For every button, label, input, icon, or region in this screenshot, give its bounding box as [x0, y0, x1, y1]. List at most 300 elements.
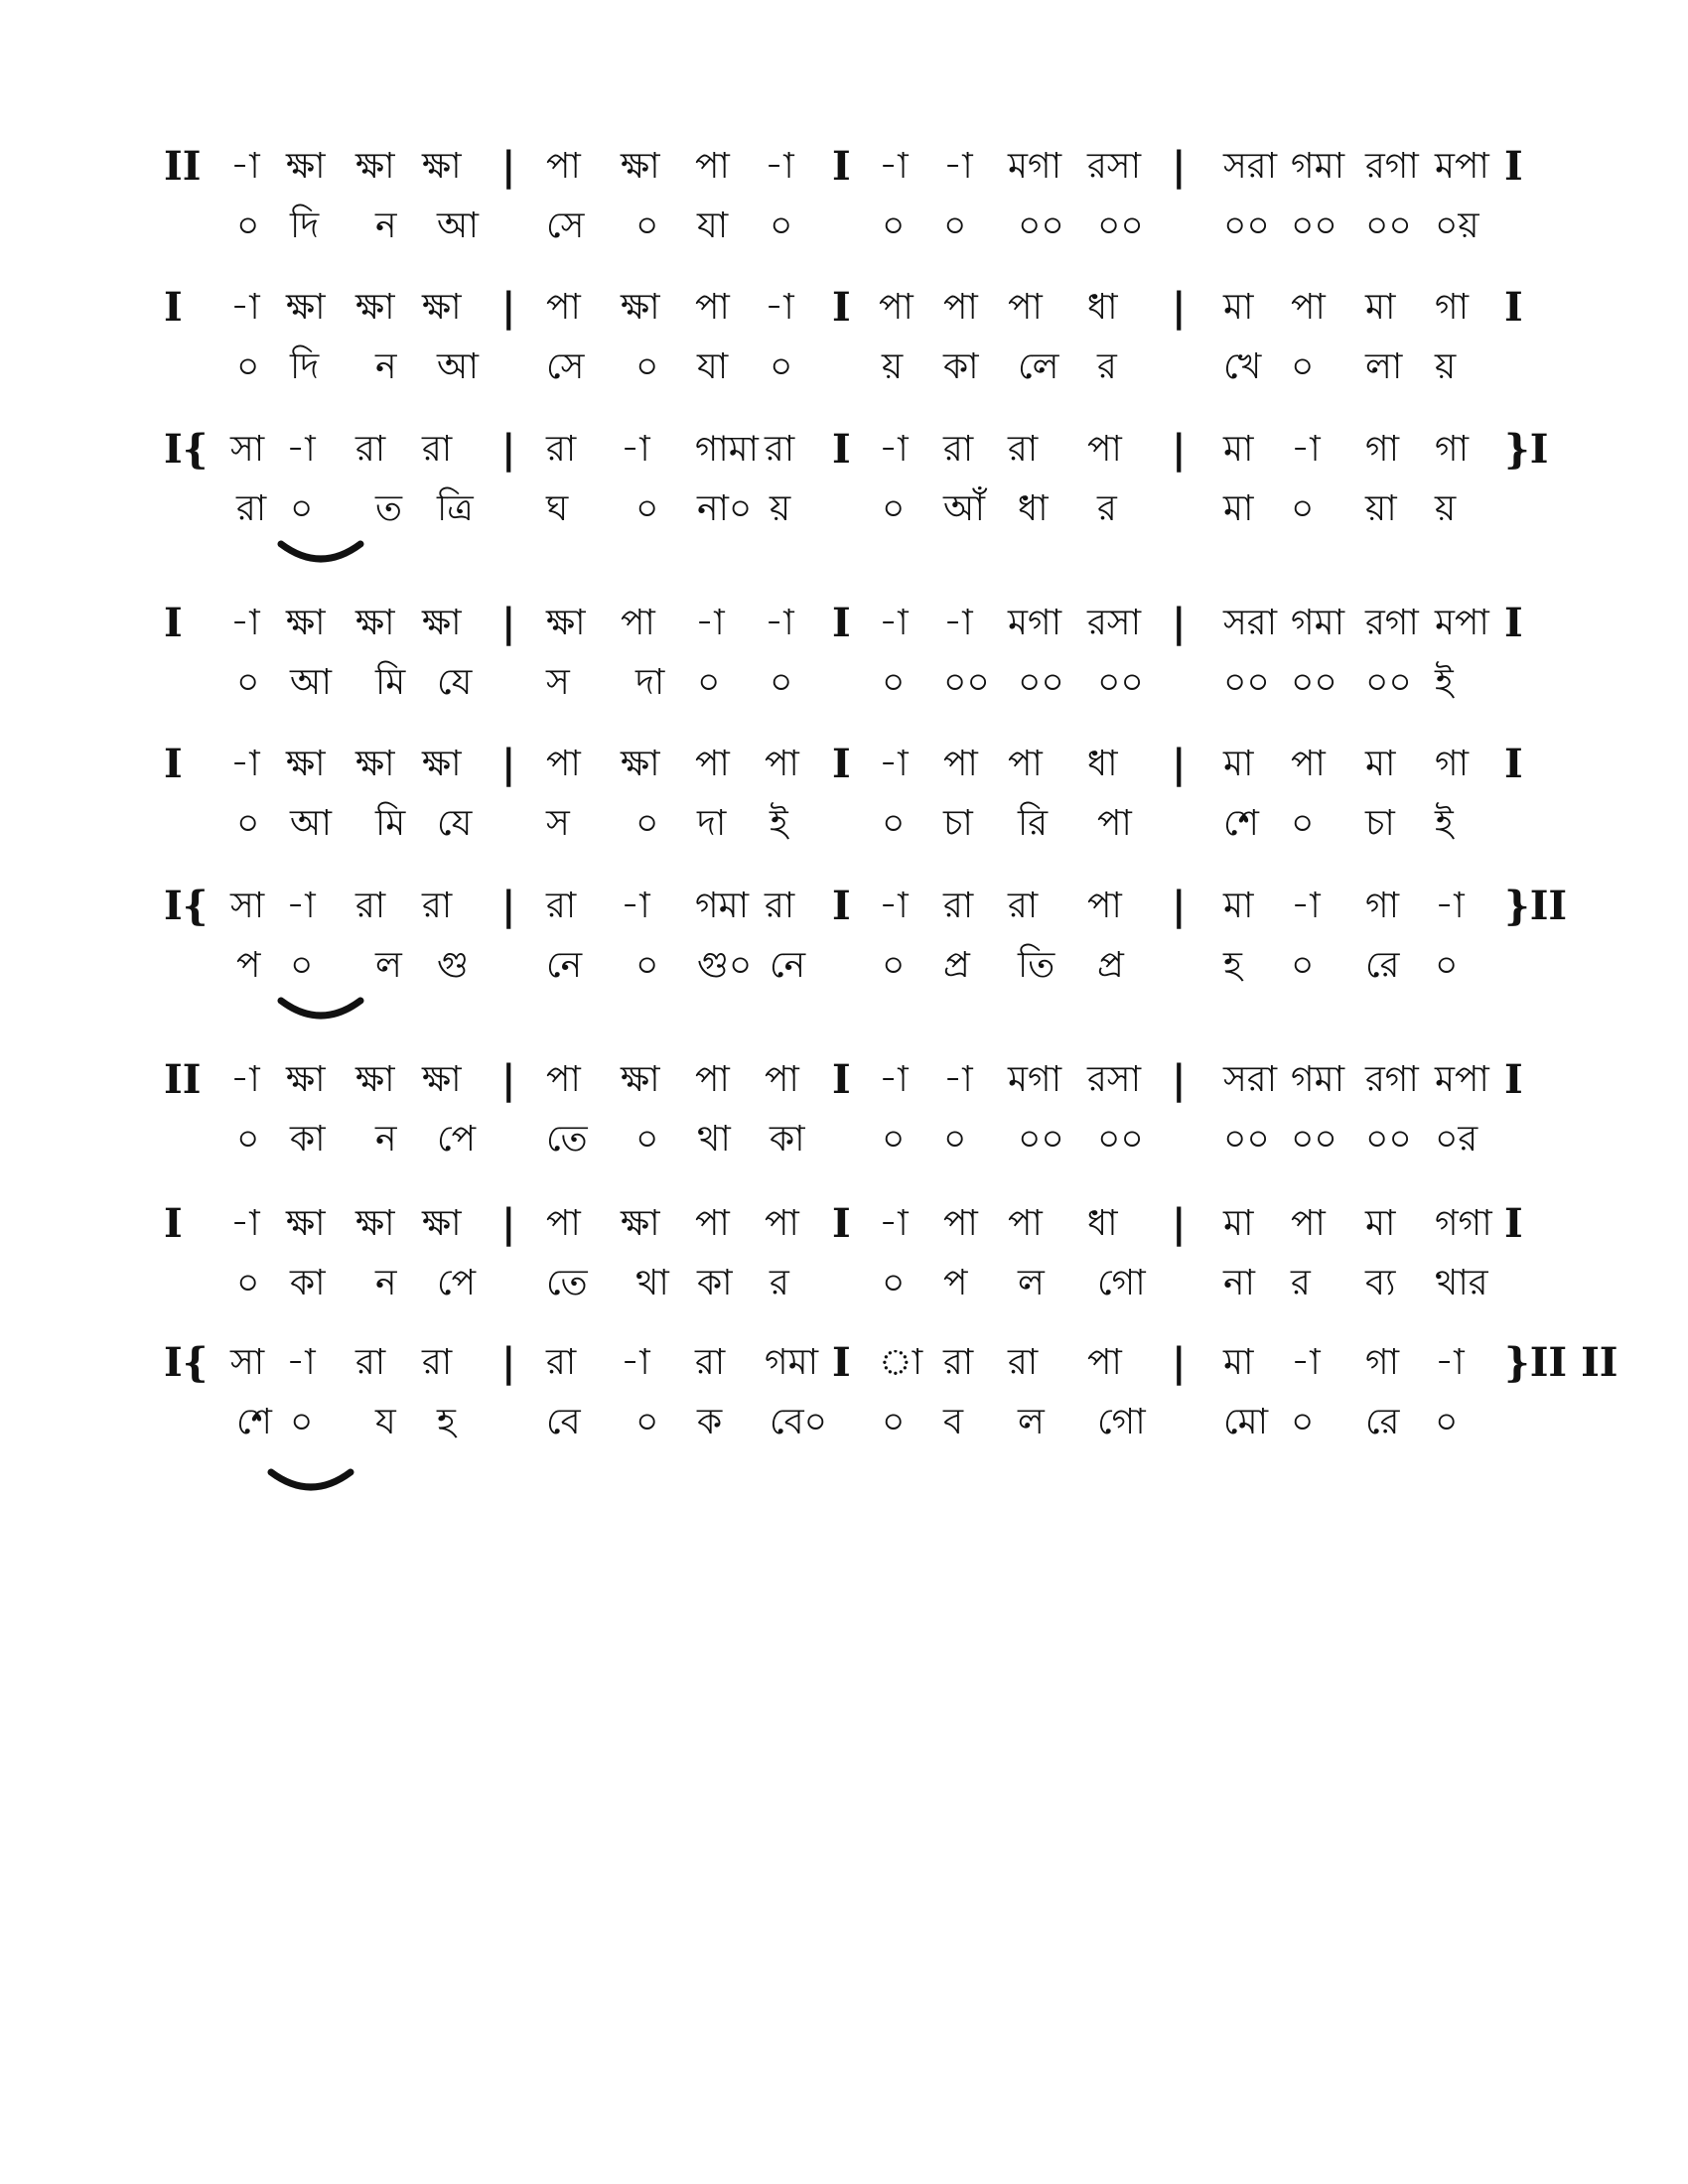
lyric-syllable: ০ [236, 803, 260, 844]
notes-row [0, 1196, 1688, 1252]
note: ক্ষা [355, 603, 395, 643]
lyric-syllable: য় [770, 488, 791, 529]
lyric-syllable: য়া [1365, 488, 1397, 529]
notation-block [0, 1335, 1688, 1474]
note: সা [230, 1342, 265, 1383]
note: -া [1435, 1342, 1465, 1383]
note: মা [1223, 1203, 1254, 1244]
note: রা [546, 429, 577, 470]
notation-block [0, 737, 1688, 876]
note: ক্ষা [422, 287, 462, 328]
note: রসা [1087, 1059, 1142, 1100]
lyric-syllable: ০ [635, 1119, 659, 1160]
lyric-syllable: ধা [1018, 488, 1049, 529]
lyric-syllable: কা [770, 1119, 805, 1160]
bar-line: | [501, 1339, 516, 1386]
lyric-syllable: ০০ [1365, 662, 1412, 703]
lyrics-row [0, 199, 1688, 254]
lyric-syllable: ল [375, 945, 402, 986]
lyric-syllable: স [546, 803, 570, 844]
lyric-syllable: র [1097, 346, 1117, 387]
note: -া [230, 146, 260, 187]
note: ক্ষা [286, 146, 326, 187]
note: রা [546, 886, 577, 926]
lyric-syllable: ০০ [1291, 205, 1337, 246]
note: রা [1008, 886, 1039, 926]
note: পা [1008, 744, 1043, 784]
lyric-syllable: র [770, 1263, 789, 1303]
lyric-syllable: থার [1435, 1263, 1488, 1303]
lyric-syllable: লা [1365, 346, 1403, 387]
lyric-syllable: তে [546, 1119, 588, 1160]
lyric-syllable: দি [290, 346, 320, 387]
lyric-syllable: ০০ [1223, 662, 1270, 703]
note: মপা [1435, 603, 1489, 643]
notes-row [0, 422, 1688, 478]
lyric-syllable: ০০ [943, 662, 990, 703]
note: মা [1223, 886, 1254, 926]
lyric-syllable: ০ [1291, 803, 1315, 844]
note: পা [943, 1203, 978, 1244]
lyrics-row [0, 938, 1688, 994]
lyric-syllable: ই [770, 803, 788, 844]
note: রা [1008, 1342, 1039, 1383]
note: -া [286, 886, 316, 926]
bar-line: | [501, 143, 516, 190]
note: -া [695, 603, 725, 643]
bar-line: | [501, 426, 516, 473]
lyrics-row [0, 1112, 1688, 1167]
note: পা [1291, 744, 1326, 784]
lyric-syllable: ই [1435, 803, 1454, 844]
lyric-syllable: সে [546, 205, 585, 246]
lyric-syllable: ০ [635, 803, 659, 844]
lyric-syllable: ০র [1435, 1119, 1478, 1160]
lyric-syllable: ০ [943, 205, 967, 246]
lyric-syllable: বে০ [770, 1402, 828, 1442]
notation-block [0, 422, 1688, 561]
lyric-syllable: মা [1223, 488, 1254, 529]
lyric-syllable: না [1223, 1263, 1255, 1303]
note: -া [879, 429, 909, 470]
bar-line: | [1172, 600, 1187, 646]
bar-line: I [164, 1200, 183, 1247]
lyric-syllable: ০ [882, 945, 906, 986]
bar-line: I [164, 600, 183, 646]
lyric-syllable: ০ [882, 803, 906, 844]
note: মা [1223, 287, 1254, 328]
bar-line: I [832, 143, 851, 190]
lyrics-row [0, 1256, 1688, 1311]
lyric-syllable: ঘ [546, 488, 569, 529]
note: ক্ষা [355, 1059, 395, 1100]
lyric-syllable: ০ [1291, 488, 1315, 529]
note: -া [765, 146, 794, 187]
note: ক্ষা [422, 744, 462, 784]
lyric-syllable: পে [437, 1119, 477, 1160]
lyric-syllable: গো [1097, 1402, 1146, 1442]
lyric-syllable: ০ [770, 662, 793, 703]
lyric-syllable: ত [375, 488, 403, 529]
lyric-syllable: র [1097, 488, 1117, 529]
lyric-syllable: য় [1435, 488, 1457, 529]
bar-line: I{ [164, 1339, 209, 1386]
notation-block [0, 139, 1688, 278]
lyric-syllable: ০ [290, 1402, 314, 1442]
note: -া [879, 1203, 909, 1244]
lyric-syllable: আ [290, 803, 332, 844]
lyric-syllable: ০ [882, 1119, 906, 1160]
note: ক্ষা [546, 603, 586, 643]
note: -া [621, 1342, 650, 1383]
bar-line: | [501, 883, 516, 929]
note: মগা [1008, 146, 1062, 187]
note: পা [765, 1059, 799, 1100]
note: পা [695, 744, 730, 784]
lyric-syllable: আ [437, 346, 479, 387]
lyric-syllable: গু [437, 945, 469, 986]
note: মা [1223, 429, 1254, 470]
bar-line: | [1172, 883, 1187, 929]
note: ক্ষা [621, 287, 660, 328]
lyric-syllable: ০ [236, 1119, 260, 1160]
bar-line: I [164, 284, 183, 331]
lyric-syllable: পে [437, 1263, 477, 1303]
note: পা [546, 146, 581, 187]
lyric-syllable: প [943, 1263, 968, 1303]
note: রসা [1087, 603, 1142, 643]
note: গা [1365, 1342, 1400, 1383]
lyric-syllable: ০০ [1018, 662, 1064, 703]
lyric-syllable: প্র [943, 945, 970, 986]
lyric-syllable: ০ [882, 662, 906, 703]
note: -া [765, 603, 794, 643]
bar-line: | [501, 284, 516, 331]
note: গমা [695, 886, 750, 926]
notes-row [0, 1335, 1688, 1391]
lyric-syllable: ০ [1291, 945, 1315, 986]
lyric-syllable: ন [375, 205, 397, 246]
bar-line: I [164, 741, 183, 787]
lyric-syllable: ০ [1435, 1402, 1459, 1442]
lyric-syllable: ০ [882, 1263, 906, 1303]
note: ক্ষা [355, 1203, 395, 1244]
lyric-syllable: ০ [236, 346, 260, 387]
note: পা [1087, 429, 1122, 470]
lyric-syllable: থা [635, 1263, 669, 1303]
note: -া [230, 744, 260, 784]
lyric-syllable: না০ [697, 488, 753, 529]
lyric-syllable: ০০ [1097, 662, 1144, 703]
note: ক্ষা [621, 1059, 660, 1100]
lyric-syllable: ০ [236, 662, 260, 703]
note: রগা [1365, 603, 1419, 643]
bar-line: | [501, 1200, 516, 1247]
note: পা [695, 1203, 730, 1244]
note: রগা [1365, 146, 1419, 187]
note: -া [879, 603, 909, 643]
bar-line: | [1172, 143, 1187, 190]
bar-line: I [1504, 284, 1523, 331]
lyric-syllable: ০০ [1223, 1119, 1270, 1160]
note: রসা [1087, 146, 1142, 187]
lyric-syllable: ০ [290, 488, 314, 529]
note: া [879, 1342, 923, 1383]
lyric-syllable: প্র [1097, 945, 1124, 986]
note: গা [1365, 429, 1400, 470]
note: পা [1087, 886, 1122, 926]
lyric-syllable: য় [1435, 346, 1457, 387]
lyric-syllable: বে [546, 1402, 581, 1442]
lyric-syllable: কা [943, 346, 979, 387]
notes-row [0, 139, 1688, 195]
note: -া [879, 744, 909, 784]
note: -া [879, 146, 909, 187]
lyric-syllable: র [1291, 1263, 1311, 1303]
lyric-syllable: ০ [1435, 945, 1459, 986]
lyric-syllable: ০ [1291, 1402, 1315, 1442]
lyric-syllable: যে [437, 803, 473, 844]
bar-line: I [832, 426, 851, 473]
lyric-syllable: ব [943, 1402, 964, 1442]
lyric-syllable: ০ [943, 1119, 967, 1160]
note: -া [1435, 886, 1465, 926]
lyric-syllable: গু০ [697, 945, 753, 986]
lyric-syllable: ন [375, 346, 397, 387]
note: ক্ষা [355, 287, 395, 328]
lyric-syllable: চা [943, 803, 973, 844]
note: -া [230, 287, 260, 328]
note: পা [765, 1203, 799, 1244]
bar-line: | [1172, 284, 1187, 331]
lyric-syllable: লে [1018, 346, 1059, 387]
note: গামা [695, 429, 759, 470]
lyric-syllable: তি [1018, 945, 1055, 986]
bar-line: I [832, 883, 851, 929]
lyrics-row [0, 1395, 1688, 1450]
note: পা [695, 1059, 730, 1100]
note: -া [879, 886, 909, 926]
lyrics-row [0, 481, 1688, 537]
bar-line: I [832, 741, 851, 787]
note: গমা [1291, 603, 1345, 643]
note: -া [230, 603, 260, 643]
lyric-syllable: দা [635, 662, 665, 703]
notation-block [0, 596, 1688, 735]
bar-line: II [164, 1056, 202, 1103]
bar-line: I [832, 1056, 851, 1103]
lyric-syllable: মি [375, 803, 406, 844]
note: রা [765, 886, 795, 926]
lyric-syllable: ০ [635, 205, 659, 246]
note: গা [1365, 886, 1400, 926]
note: রা [1008, 429, 1039, 470]
note: সা [230, 886, 265, 926]
bar-line: I [832, 1200, 851, 1247]
lyric-syllable: ০ [697, 662, 721, 703]
lyric-syllable: নে [546, 945, 583, 986]
note: ধা [1087, 1203, 1118, 1244]
bar-line: I [1504, 143, 1523, 190]
notation-block [0, 1196, 1688, 1335]
lyric-syllable: ন [375, 1119, 397, 1160]
lyric-syllable: ০০ [1223, 205, 1270, 246]
note: মগা [1008, 603, 1062, 643]
lyric-syllable: আ [290, 662, 332, 703]
lyric-syllable: ল [1018, 1402, 1045, 1442]
note: পা [1008, 287, 1043, 328]
lyric-syllable: সে [546, 346, 585, 387]
note: পা [546, 744, 581, 784]
note: মপা [1435, 146, 1489, 187]
note: -া [943, 603, 973, 643]
bar-line: | [1172, 1056, 1187, 1103]
notes-row [0, 280, 1688, 336]
note: ক্ষা [621, 146, 660, 187]
bar-line: | [501, 741, 516, 787]
lyric-syllable: হ [1223, 945, 1242, 986]
note: রা [422, 1342, 453, 1383]
note: রা [355, 1342, 386, 1383]
lyric-syllable: হ [437, 1402, 456, 1442]
lyric-syllable: ০০ [1291, 1119, 1337, 1160]
bar-line: | [501, 600, 516, 646]
note: ক্ষা [286, 287, 326, 328]
bar-line: I [832, 600, 851, 646]
note: ক্ষা [355, 744, 395, 784]
lyric-syllable: ০ [635, 1402, 659, 1442]
note: ক্ষা [286, 603, 326, 643]
note: পা [1087, 1342, 1122, 1383]
note: -া [765, 287, 794, 328]
lyric-syllable: শে [236, 1402, 272, 1442]
note: -া [879, 1059, 909, 1100]
lyric-syllable: ০০ [1097, 1119, 1144, 1160]
lyric-syllable: যা [697, 205, 729, 246]
notation-block [0, 280, 1688, 419]
note: -া [1291, 429, 1321, 470]
note: ক্ষা [286, 744, 326, 784]
note: ক্ষা [286, 1059, 326, 1100]
note: সরা [1223, 146, 1278, 187]
lyric-syllable: চা [1365, 803, 1395, 844]
note: -া [943, 1059, 973, 1100]
note: ক্ষা [422, 1059, 462, 1100]
lyric-syllable: ০ [236, 205, 260, 246]
lyric-syllable: ০ [770, 205, 793, 246]
note: রা [355, 429, 386, 470]
lyric-syllable: রা [236, 488, 267, 529]
lyric-syllable: ০ [882, 488, 906, 529]
lyrics-row [0, 340, 1688, 395]
note: -া [943, 146, 973, 187]
lyric-syllable: ০০ [1365, 205, 1412, 246]
lyric-syllable: ব্য [1365, 1263, 1396, 1303]
note: ক্ষা [621, 744, 660, 784]
bar-line: | [1172, 1339, 1187, 1386]
note: পা [695, 146, 730, 187]
lyrics-row [0, 655, 1688, 711]
note: পা [943, 287, 978, 328]
lyric-syllable: য় [882, 346, 904, 387]
bar-line: | [501, 1056, 516, 1103]
note: মা [1223, 1342, 1254, 1383]
lyric-syllable: রে [1365, 1402, 1400, 1442]
lyric-syllable: ০ [1291, 346, 1315, 387]
lyric-syllable: ০ [770, 346, 793, 387]
note: পা [1291, 1203, 1326, 1244]
lyric-syllable: ০০ [1097, 205, 1144, 246]
note: ক্ষা [621, 1203, 660, 1244]
note: ক্ষা [422, 603, 462, 643]
note: গা [1435, 744, 1470, 784]
note: পা [943, 744, 978, 784]
lyric-syllable: ০ [882, 205, 906, 246]
note: গা [1435, 429, 1470, 470]
bar-line: I [832, 284, 851, 331]
bar-line: I [1504, 1056, 1523, 1103]
note: সরা [1223, 1059, 1278, 1100]
lyric-syllable: স [546, 662, 570, 703]
lyric-syllable: ০ [290, 945, 314, 986]
note: রা [546, 1342, 577, 1383]
note: রা [943, 886, 974, 926]
bar-line: }I [1504, 426, 1549, 473]
bar-line: I{ [164, 883, 209, 929]
lyric-syllable: ০০ [1291, 662, 1337, 703]
lyric-syllable: ল [1018, 1263, 1045, 1303]
note: মা [1365, 287, 1396, 328]
note: মপা [1435, 1059, 1489, 1100]
note: ক্ষা [422, 146, 462, 187]
note: রা [943, 1342, 974, 1383]
note: ক্ষা [422, 1203, 462, 1244]
lyric-syllable: ক [697, 1402, 723, 1442]
lyrics-row [0, 796, 1688, 852]
bar-line: II [164, 143, 202, 190]
note: পা [879, 287, 914, 328]
note: রা [355, 886, 386, 926]
lyric-syllable: মি [375, 662, 406, 703]
bar-line: I [832, 1339, 851, 1386]
lyric-syllable: ০০ [1018, 205, 1064, 246]
notes-row [0, 879, 1688, 934]
lyric-syllable: যা [697, 346, 729, 387]
note: পা [546, 287, 581, 328]
bar-line: I [1504, 600, 1523, 646]
lyric-syllable: আঁ [943, 488, 985, 529]
note: ক্ষা [286, 1203, 326, 1244]
note: রা [695, 1342, 726, 1383]
note: মা [1223, 744, 1254, 784]
lyric-syllable: ন [375, 1263, 397, 1303]
bar-line: I{ [164, 426, 209, 473]
notes-row [0, 1052, 1688, 1108]
lyric-syllable: খে [1223, 346, 1262, 387]
note: পা [765, 744, 799, 784]
note: গগা [1435, 1203, 1492, 1244]
lyric-syllable: ০০ [1018, 1119, 1064, 1160]
lyric-syllable: শে [1223, 803, 1259, 844]
lyric-syllable: কা [290, 1263, 326, 1303]
note: পা [695, 287, 730, 328]
lyric-syllable: ০০ [1365, 1119, 1412, 1160]
bar-line: | [1172, 741, 1187, 787]
lyric-syllable: ০ [236, 1263, 260, 1303]
lyric-syllable: যে [437, 662, 473, 703]
notes-row [0, 596, 1688, 651]
lyric-syllable: মো [1223, 1402, 1269, 1442]
